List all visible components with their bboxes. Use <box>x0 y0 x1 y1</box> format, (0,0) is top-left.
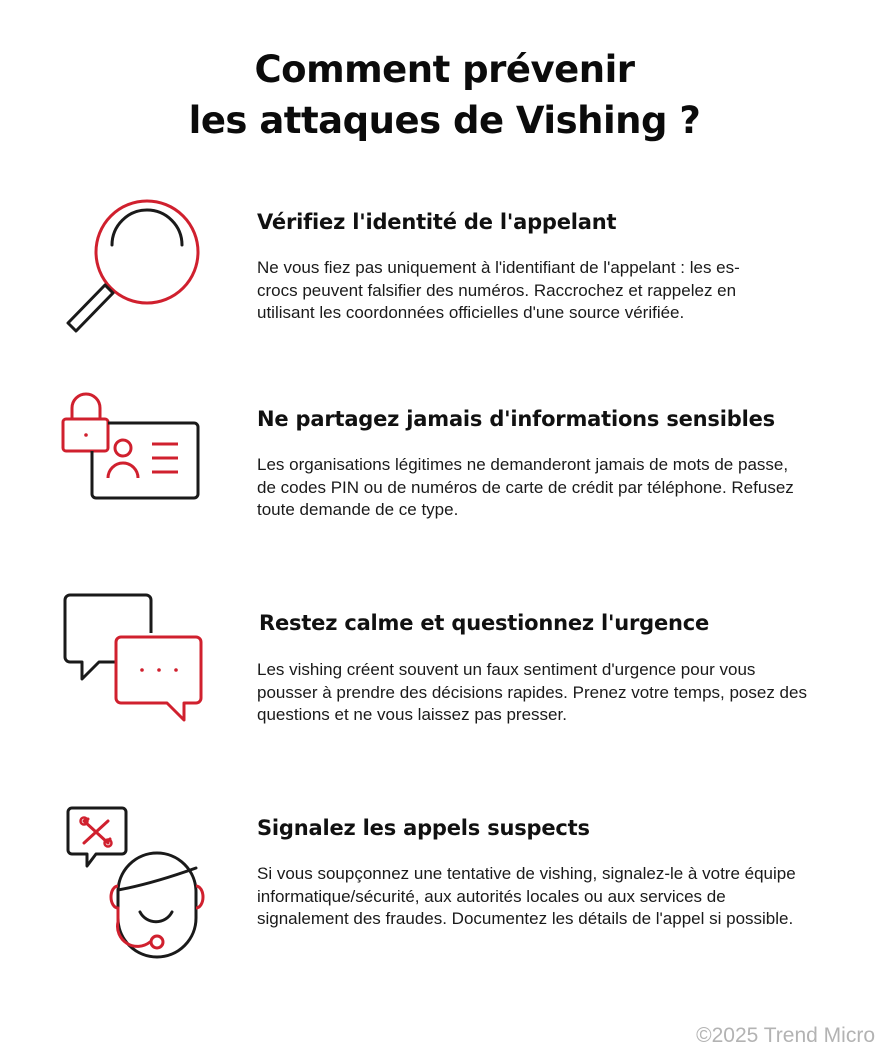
section-4-body: Si vous soupçonnez une tentative de vishing, signalez-le à votre équipe informatique/sécurité, aux autorités locales ou aux services de signalement des fraudes. Documentez les détails de l'appel si possible. <box>257 864 796 928</box>
page-title <box>0 44 889 146</box>
section-3-heading: Restez calme et questionnez l'urgence <box>259 611 710 635</box>
section-2-body: Les organisations légitimes ne demanderont jamais de mots de passe, de codes PIN ou de numéros de carte de crédit par téléphone. Refusez toute demande de ce type. <box>257 455 794 519</box>
page-title-line-2: les attaques de Vishing ? <box>188 99 701 142</box>
copyright-text: ©2025 Trend Micro <box>696 1024 875 1047</box>
section-4-heading: Signalez les appels suspects <box>257 816 590 840</box>
support-agent-icon <box>62 802 207 962</box>
chat-bubbles-icon <box>60 590 210 730</box>
section-1-body: Ne vous fiez pas uniquement à l'identifiant de l'appelant : les es-crocs peuvent falsifier des numéros. Raccrochez et rappelez en utilisant les coordonnées officielles d'une source vérifiée. <box>257 258 740 322</box>
lock-id-card-icon <box>58 386 206 506</box>
page-title-line-1: Comment prévenir <box>254 48 635 91</box>
section-1-heading: Vérifiez l'identité de l'appelant <box>257 210 617 234</box>
section-3-body: Les vishing créent souvent un faux sentiment d'urgence pour vous pousser à prendre des décisions rapides. Prenez votre temps, posez des questions et ne vous laissez pas presser. <box>257 660 807 724</box>
magnifying-glass-icon <box>60 198 205 338</box>
section-2-heading: Ne partagez jamais d'informations sensibles <box>257 407 775 431</box>
